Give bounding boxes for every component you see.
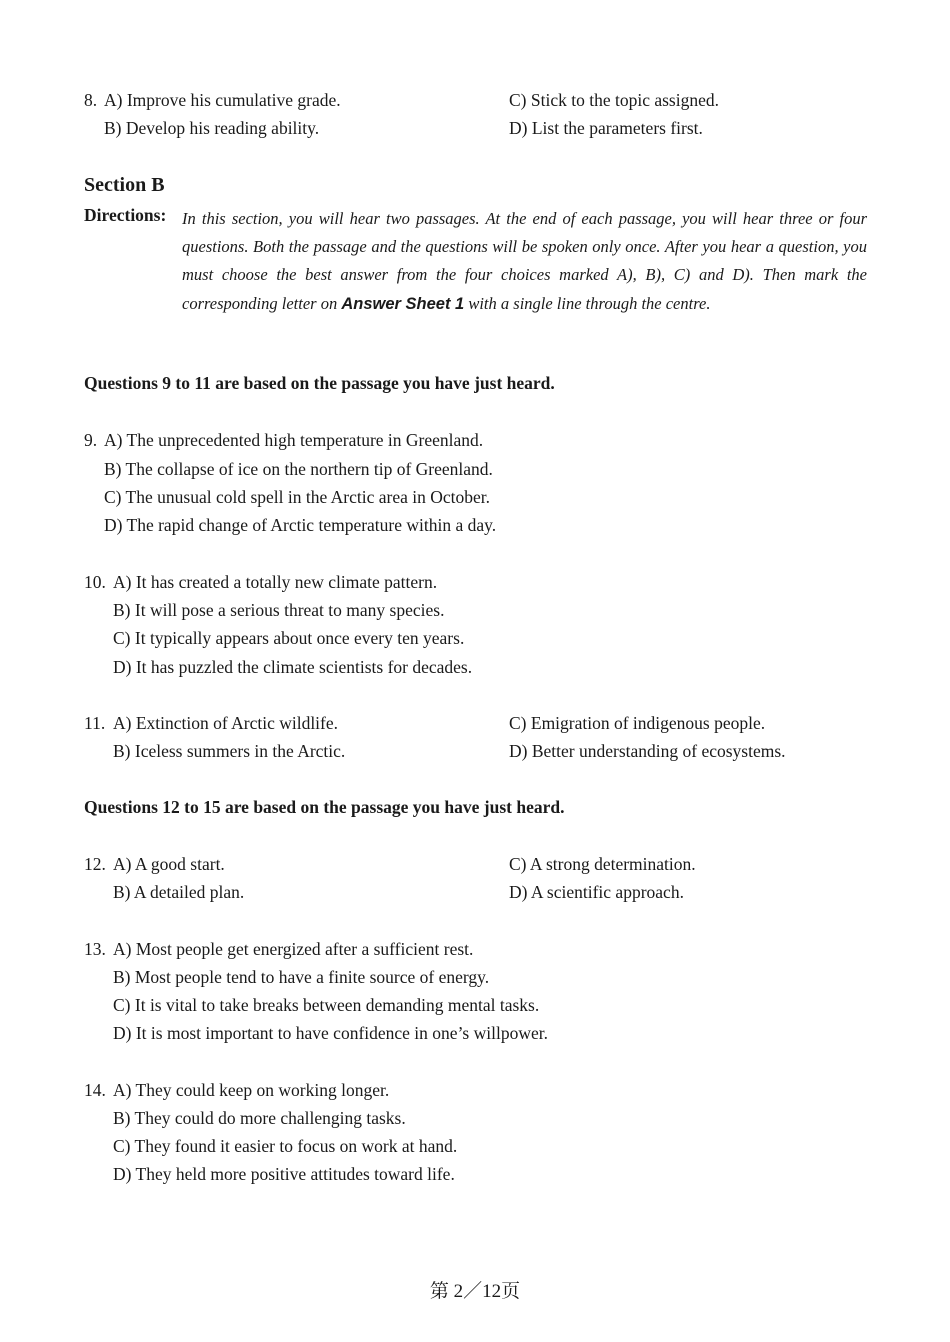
q8-option-b: B) Develop his reading ability. [104,118,320,138]
q9-option-b: B) The collapse of ice on the northern tip of Greenland. [104,459,493,479]
q14-option-a: A) They could keep on working longer. [113,1080,390,1100]
q14-option-c: C) They found it easier to focus on work at hand. [113,1136,458,1156]
q10-option-a: A) It has created a totally new climate pattern. [113,572,438,592]
q12-option-b: B) A detailed plan. [113,882,245,902]
directions-label: Directions: [84,205,167,225]
q10-option-c: C) It typically appears about once every ten years. [113,628,465,648]
page-number: 第 2／12页 [429,1281,521,1302]
q11-option-d: D) Better understanding of ecosystems. [509,741,786,761]
directions-text-part2: with a single line through the centre. [468,293,711,313]
q12-option-c: C) A strong determination. [509,854,696,874]
q14-number: 14. [84,1080,106,1100]
q8-option-c: C) Stick to the topic assigned. [509,90,719,110]
q12-option-a: A) A good start. [113,854,225,874]
q10-option-d: D) It has puzzled the climate scientists for decades. [113,657,473,677]
q8-number: 8. [84,90,98,110]
q9-number: 9. [84,430,98,450]
q13-option-d: D) It is most important to have confidence in one’s willpower. [113,1023,548,1043]
q11-option-c: C) Emigration of indigenous people. [509,713,766,733]
q13-option-c: C) It is vital to take breaks between demanding mental tasks. [113,995,540,1015]
directions-text-part1: In this section, you will hear two passages. At the end of each passage, you will hear three or four questions. Both the passage and the questions will be spoken only once. After you hear a question, you must choose the best answer from the four choices marked A), B), C) and D). Then mark the corresponding letter on [182,209,867,313]
q14-option-b: B) They could do more challenging tasks. [113,1108,406,1128]
q13-option-a: A) Most people get energized after a sufficient rest. [113,939,474,959]
q12-option-d: D) A scientific approach. [509,882,684,902]
q11-number: 11. [84,713,106,733]
q9-option-a: A) The unprecedented high temperature in Greenland. [104,430,484,450]
q8-option-d: D) List the parameters first. [509,118,703,138]
questions-9-11-heading: Questions 9 to 11 are based on the passage you have just heard. [84,373,555,393]
q12-number: 12. [84,854,106,874]
q9-option-c: C) The unusual cold spell in the Arctic area in October. [104,487,491,507]
q11-option-a: A) Extinction of Arctic wildlife. [113,713,339,733]
q11-option-b: B) Iceless summers in the Arctic. [113,741,346,761]
q8-option-a: A) Improve his cumulative grade. [104,90,341,110]
q10-number: 10. [84,572,106,592]
directions-text [182,205,867,318]
section-b-title: Section B [84,174,165,196]
questions-12-15-heading: Questions 12 to 15 are based on the passage you have just heard. [84,797,565,817]
q14-option-d: D) They held more positive attitudes toward life. [113,1164,455,1184]
q10-option-b: B) It will pose a serious threat to many species. [113,600,445,620]
q13-number: 13. [84,939,106,959]
q13-option-b: B) Most people tend to have a finite source of energy. [113,967,490,987]
answer-sheet-label: Answer Sheet 1 [341,294,465,313]
q9-option-d: D) The rapid change of Arctic temperature within a day. [104,515,497,535]
